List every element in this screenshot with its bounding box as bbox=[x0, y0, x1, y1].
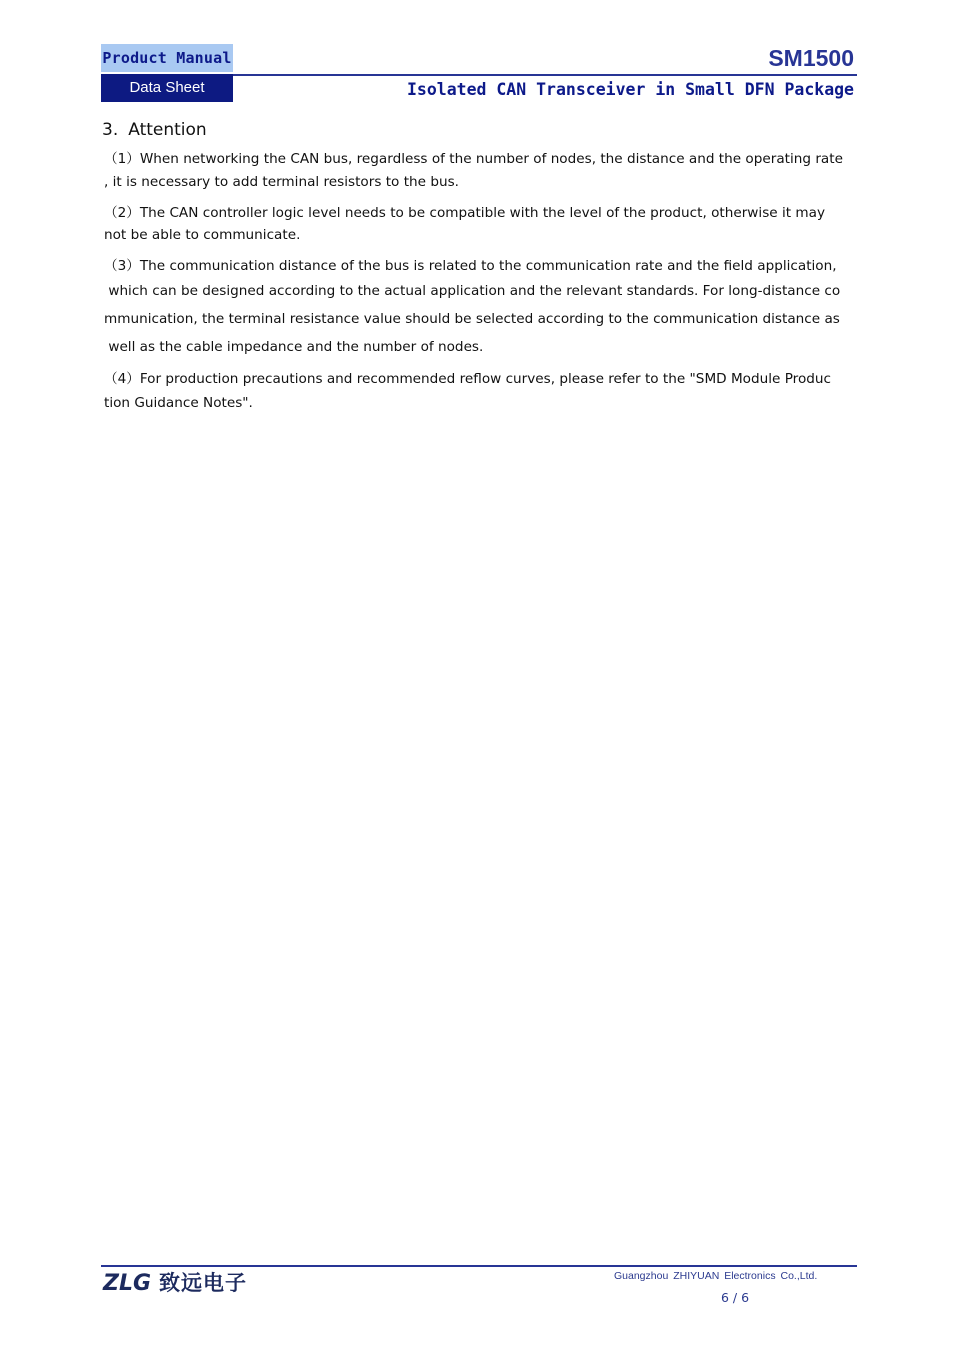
section-title: Attention bbox=[128, 120, 207, 140]
section-heading bbox=[102, 118, 207, 142]
body-line-text: （4）For production precautions and recommended reflow curves, please refer to the "SMD Module Produc bbox=[104, 371, 831, 387]
footer-divider bbox=[101, 1265, 857, 1267]
body-line-text: not be able to communicate. bbox=[104, 227, 301, 243]
product-subtitle: Isolated CAN Transceiver in Small DFN Package bbox=[406, 80, 854, 99]
body-line-text: well as the cable impedance and the number of nodes. bbox=[104, 339, 484, 355]
body-line-text: （3）The communication distance of the bus is related to the communication rate and the field application, bbox=[104, 258, 837, 274]
section-number: 3. bbox=[102, 120, 119, 140]
company-logo bbox=[103, 1270, 247, 1296]
body-line-text: （1）When networking the CAN bus, regardless of the number of nodes, the distance and the operating rate bbox=[104, 151, 843, 167]
body-line-text: which can be designed according to the actual application and the relevant standards. For long-distance co bbox=[104, 283, 841, 299]
page-number: 6 / 6 bbox=[721, 1290, 750, 1305]
doc-subtype-badge: Data Sheet bbox=[101, 74, 233, 102]
logo-latin: ZLG bbox=[103, 1271, 152, 1296]
body-line-text: , it is necessary to add terminal resistors to the bus. bbox=[104, 174, 459, 190]
header-divider bbox=[233, 74, 857, 76]
model-title: SM1500 bbox=[768, 45, 854, 71]
body-line-text: tion Guidance Notes". bbox=[104, 395, 253, 411]
body-line-text: mmunication, the terminal resistance value should be selected according to the communication distance as bbox=[104, 311, 840, 327]
body-line-text: （2）The CAN controller logic level needs to be compatible with the level of the product, otherwise it may bbox=[104, 205, 826, 221]
doc-type-badge: Product Manual bbox=[101, 44, 233, 72]
logo-cjk: 致远电子 bbox=[159, 1271, 248, 1295]
company-name: Guangzhou ZHIYUAN Electronics Co.,Ltd. bbox=[614, 1270, 818, 1282]
